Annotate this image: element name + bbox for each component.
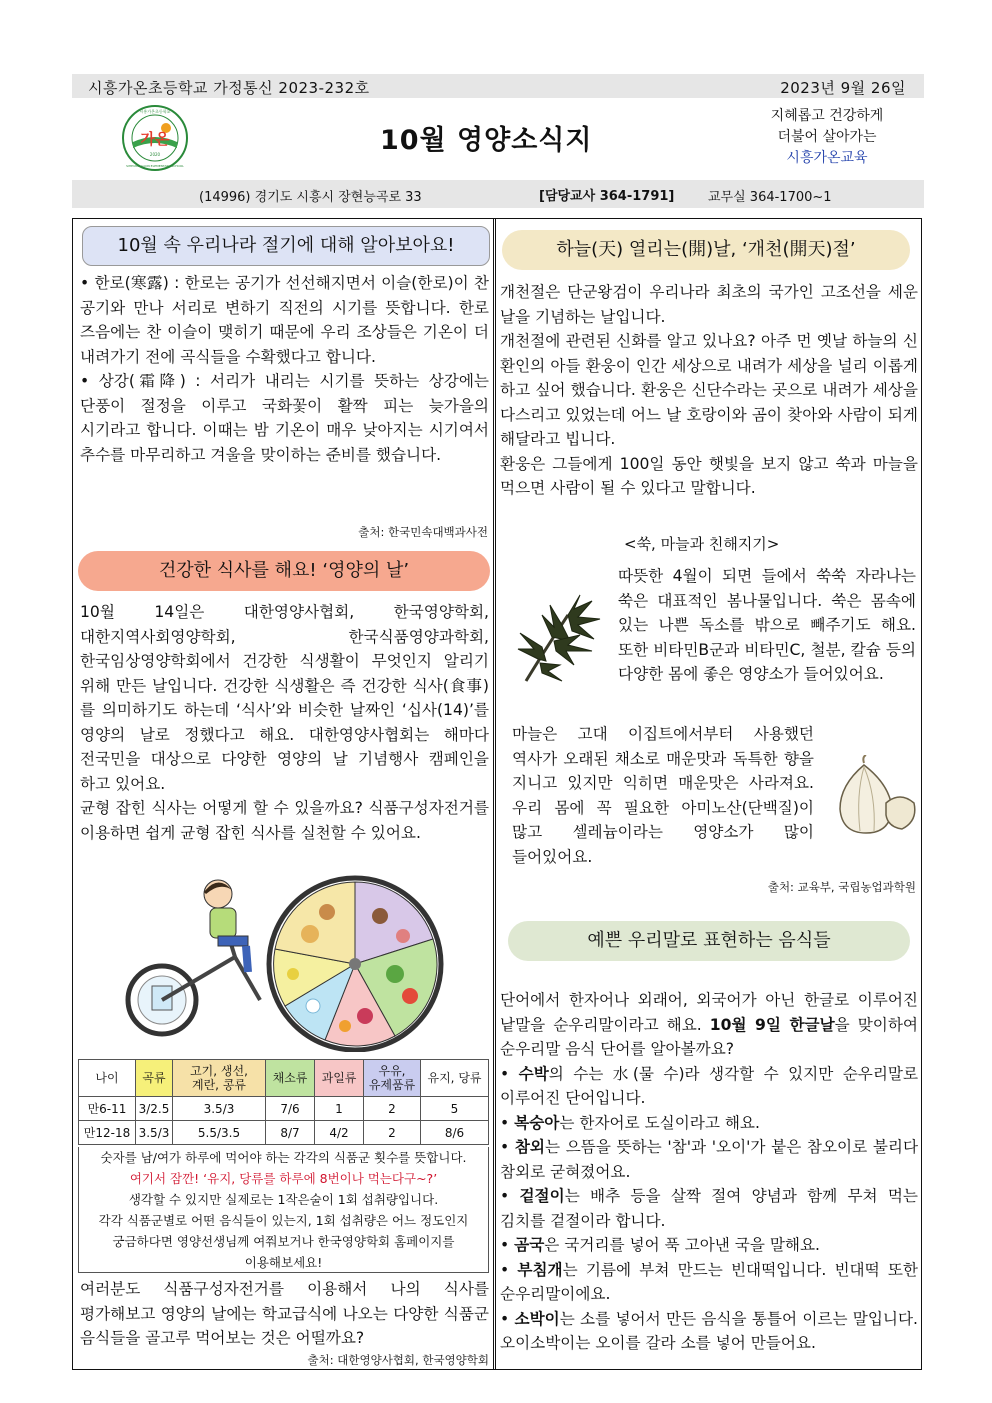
note-line: 생각할 수 있지만 실제로는 1작은술이 1회 섭취량입니다. bbox=[128, 1192, 439, 1207]
table-header-row bbox=[79, 1060, 489, 1097]
mugwort-garlic-subtitle: <쑥, 마늘과 친해지기> bbox=[624, 535, 780, 553]
solar-terms-text bbox=[80, 271, 489, 467]
list-item: • 수박의 수는 水(물 수)라 생각할 수 있지만 순우리말로 이루어진 단어입니다. bbox=[500, 1064, 919, 1107]
table-cell: 만12-18 bbox=[79, 1121, 136, 1145]
food-word-desc: 의 수는 水(물 수)라 생각할 수 있지만 순우리말로 이루어진 단어입니다. bbox=[500, 1064, 919, 1107]
mugwort-icon bbox=[508, 585, 612, 689]
school-logo bbox=[111, 104, 199, 172]
table-row bbox=[79, 1121, 489, 1145]
list-item: • 곰국은 국거리를 넣어 푹 고아낸 국을 말해요. bbox=[500, 1236, 821, 1254]
food-word-desc: 는 기름에 부쳐 만드는 빈대떡입니다. 빈대떡 또한 순우리말이에요. bbox=[500, 1260, 918, 1303]
table-cell: 1 bbox=[315, 1097, 364, 1121]
nutrition-day-paragraph-3: 여러분도 식품구성자전거를 이용해서 나의 식사를 평가해보고 영양의 날에는 학교급식에 나오는 다양한 식품군 음식들을 골고루 먹어보는 것은 어떨까요? bbox=[80, 1280, 489, 1347]
section-heading-korean-food-words: 예쁜 우리말로 표현하는 음식들 bbox=[508, 921, 910, 961]
food-word: 부침개 bbox=[517, 1260, 563, 1279]
motto-line-1: 지혜롭고 건강하게 bbox=[770, 108, 884, 124]
food-word: 참외 bbox=[514, 1138, 545, 1156]
header-fats-sugars: 유지, 당류 bbox=[421, 1060, 489, 1097]
motto-line-2: 더불어 살아가는 bbox=[777, 129, 877, 145]
source-note: 출처: 한국민속대백과사전 bbox=[358, 525, 488, 539]
table-note-box bbox=[78, 1147, 489, 1273]
food-word-desc: 는 한자어로 도실이라고 해요. bbox=[559, 1113, 760, 1132]
nutrition-day-paragraph-1: 10월 14일은 대한영양사협회, 한국영양학회, 대한지역사회영양학회, 한국식품영양과학회, 한국임상영양학회에서 건강한 식생활이 무엇인지 알리기 위해 만든 날입니다. 건강한 식생활은 즉 건강한 식사(食事)를 의미하기도 하는데 ‘식사’와 비슷한 날짜인 ‘십사(14)’를 영양의 날로 정했다고 해요. 대한영양사협회는 해마다 전국민을 대상으로 다양한 영양의 날 기념행사 캠페인을 하고 있어요. bbox=[80, 603, 489, 793]
serving-table bbox=[78, 1059, 489, 1145]
nutrition-day-paragraph-2: 균형 잡힌 식사는 어떻게 할 수 있을까요? 식품구성자전거를 이용하면 쉽게 균형 잡힌 식사를 실천할 수 있어요. bbox=[80, 799, 489, 842]
note-line-highlight: 여기서 잠깐! ‘유지, 당류를 하루에 8번이나 먹는다구~?’ bbox=[129, 1171, 438, 1186]
logo-ring-bottom: SIHEUNG GAON ELEMENTARY SCHOOL bbox=[126, 164, 184, 168]
table-cell: 7/6 bbox=[266, 1097, 315, 1121]
school-address: (14996) 경기도 시흥시 장현능곡로 33 bbox=[199, 190, 422, 205]
intro-text-a: 단어에서 한자어나 외래어, 외국어가 아닌 한글로 이루어진 낱말을 순우리말이라고 해요. bbox=[500, 991, 918, 1034]
nutrition-day-closing bbox=[80, 1277, 489, 1351]
note-line: 숫자를 남/여가 하루에 먹어야 하는 각각의 식품군 횟수를 뜻합니다. bbox=[100, 1150, 467, 1165]
food-word-desc: 는 으뜸을 뜻하는 '참'과 '오이'가 붙은 참오이로 불리다 참외로 굳혀졌어요. bbox=[500, 1138, 919, 1181]
source-note: 출처: 대한영양사협회, 한국영양학회 bbox=[307, 1353, 489, 1367]
office-contact: 교무실 364-1700~1 bbox=[708, 190, 832, 205]
hangul-day-highlight: 10월 9일 한글날 bbox=[709, 1015, 835, 1034]
header-dairy: 우유, 유제품류 bbox=[364, 1060, 421, 1097]
table-row bbox=[79, 1097, 489, 1121]
korean-words-intro bbox=[500, 988, 918, 1062]
page-title: 10월 영양소식지 bbox=[380, 125, 593, 156]
food-word-desc: 는 배추 등을 살짝 절여 양념과 함께 무쳐 먹는 김치를 겉절이라 합니다. bbox=[500, 1187, 919, 1230]
intro-text-b: 을 맞이하여 순우리말 음식 단어를 알아볼까요? bbox=[500, 1015, 918, 1058]
table-cell: 8/6 bbox=[421, 1121, 489, 1145]
garlic-text bbox=[512, 722, 814, 869]
issue-number: 시흥가온초등학교 가정통신 2023-232호 bbox=[88, 79, 370, 97]
table-cell: 4/2 bbox=[315, 1121, 364, 1145]
issue-date: 2023년 9월 26일 bbox=[780, 79, 906, 97]
gaecheonjeol-paragraph-1: 개천절은 단군왕검이 우리나라 최초의 국가인 고조선을 세운 날을 기념하는 날입니다. bbox=[500, 283, 918, 326]
header-vegetables: 채소류 bbox=[266, 1060, 315, 1097]
note-line: 이용해보세요! bbox=[244, 1255, 323, 1270]
food-word: 복숭아 bbox=[514, 1113, 560, 1132]
gaecheonjeol-paragraph-3: 환웅은 그들에게 100일 동안 햇빛을 보지 않고 쑥과 마늘을 먹으면 사람이 될 수 있다고 말합니다. bbox=[500, 454, 918, 497]
header-grains: 곡류 bbox=[136, 1060, 173, 1097]
note-line: 각각 식품군별로 어떤 음식들이 있는지, 1회 섭취량은 어느 정도인지 bbox=[98, 1213, 469, 1228]
table-cell: 3.5/3 bbox=[136, 1121, 173, 1145]
hanro-paragraph: • 한로(寒露) : 한로는 공기가 선선해지면서 이슬(한로)이 찬 공기와 만나 서리로 변하기 직전의 시기를 뜻합니다. 한로 즈음에는 찬 이슬이 맺히기 때문에 우리 조상들은 기온이 더 내려가기 전에 곡식들을 수확했다고 합니다. bbox=[80, 274, 489, 366]
header-bar bbox=[72, 74, 924, 98]
list-item: • 복숭아는 한자어로 도실이라고 해요. bbox=[500, 1113, 760, 1132]
table-cell: 8/7 bbox=[266, 1121, 315, 1145]
section-heading-gaecheonjeol: 하늘(天) 열리는(開)날, ‘개천(開天)절’ bbox=[502, 230, 910, 270]
section-heading-solar-terms: 10월 속 우리나라 절기에 대해 알아보아요! bbox=[82, 226, 490, 266]
header-protein: 고기, 생선, 계란, 콩류 bbox=[173, 1060, 266, 1097]
motto-line-3: 시흥가온교육 bbox=[786, 150, 868, 166]
table-cell: 2 bbox=[364, 1121, 421, 1145]
header-age: 나이 bbox=[79, 1060, 136, 1097]
food-word-desc: 는 소를 넣어서 만든 음식을 통틀어 이르는 말입니다. 오이소박이는 오이를 갈라 소를 넣어 만들어요. bbox=[500, 1309, 919, 1352]
school-motto bbox=[752, 106, 902, 169]
food-word: 곰국 bbox=[514, 1236, 545, 1254]
table-cell: 5 bbox=[421, 1097, 489, 1121]
header-fruits: 과일류 bbox=[315, 1060, 364, 1097]
list-item: • 참외는 으뜸을 뜻하는 '참'과 '오이'가 붙은 참오이로 불리다 참외로 굳혀졌어요. bbox=[500, 1138, 919, 1181]
logo-text: 가온 bbox=[140, 130, 170, 148]
garlic-icon bbox=[826, 755, 918, 839]
mugwort-text bbox=[618, 564, 916, 687]
address-bar bbox=[72, 180, 924, 208]
food-word: 소박이 bbox=[514, 1309, 560, 1328]
logo-year: 2020 bbox=[149, 152, 161, 157]
table-cell: 3.5/3 bbox=[173, 1097, 266, 1121]
teacher-contact: [담당교사 364-1791] bbox=[539, 189, 675, 204]
korean-food-words-text bbox=[500, 988, 918, 1356]
food-word: 겉절이 bbox=[519, 1187, 565, 1205]
garlic-paragraph: 마늘은 고대 이집트에서부터 사용했던 역사가 오래된 채소로 매운맛과 독특한 향을 지니고 있지만 익히면 매운맛은 사라져요. 우리 몸에 꼭 필요한 아미노산(단백질)이 많고 셀레늄이라는 영양소가 많이 들어있어요. bbox=[512, 725, 814, 866]
source-note: 출처: 교육부, 국립농업과학원 bbox=[767, 880, 916, 894]
table-cell: 2 bbox=[364, 1097, 421, 1121]
food-word: 수박 bbox=[518, 1064, 549, 1083]
table-cell: 3/2.5 bbox=[136, 1097, 173, 1121]
mugwort-paragraph: 따뜻한 4월이 되면 들에서 쑥쑥 자라나는 쑥은 대표적인 봄나물입니다. 쑥은 몸속에 있는 나쁜 독소를 밖으로 빼주기도 해요. 또한 비타민B군과 비타민C, 철분, 칼슘 등의 다양한 몸에 좋은 영양소가 들어있어요. bbox=[618, 567, 916, 683]
nutrition-day-text bbox=[80, 600, 489, 845]
logo-ring-top: 시흥가온초등학교 bbox=[139, 109, 171, 114]
list-item: • 부침개는 기름에 부쳐 만드는 빈대떡입니다. 빈대떡 또한 순우리말이에요. bbox=[500, 1260, 918, 1303]
sanggang-paragraph: • 상강(霜降) : 서리가 내리는 시기를 뜻하는 상강에는 단풍이 절정을 이루고 국화꽃이 활짝 피는 늦가을의 시기라고 합니다. 이때는 밤 기온이 매우 낮아지는 시기여서 추수를 마무리하고 겨울을 맞이하는 준비를 했습니다. bbox=[80, 372, 489, 464]
gaecheonjeol-paragraph-2: 개천절에 관련된 신화를 알고 있나요? 아주 먼 옛날 하늘의 신 환인의 아들 환웅이 인간 세상으로 내려가 세상을 널리 이롭게 하고 싶어 했습니다. 환웅은 신단수라는 곳으로 내려가 세상을 다스리고 있었는데 어느 날 호랑이와 곰이 찾아와 사람이 되게 해달라고 빕니다. bbox=[500, 332, 918, 448]
table-cell: 5.5/3.5 bbox=[173, 1121, 266, 1145]
food-bicycle-illustration bbox=[120, 872, 470, 1052]
food-word-desc: 은 국거리를 넣어 푹 고아낸 국을 말해요. bbox=[544, 1236, 821, 1254]
gaecheonjeol-text bbox=[500, 280, 918, 501]
list-item: • 겉절이는 배추 등을 살짝 절여 양념과 함께 무쳐 먹는 김치를 겉절이라 합니다. bbox=[500, 1187, 919, 1230]
table-cell: 만6-11 bbox=[79, 1097, 136, 1121]
column-divider bbox=[493, 218, 496, 1370]
note-line: 궁금하다면 영양선생님께 여쭤보거나 한국영양학회 홈페이지를 bbox=[112, 1234, 455, 1249]
section-heading-nutrition-day: 건강한 식사를 해요! ‘영양의 날’ bbox=[78, 551, 490, 591]
list-item: • 소박이는 소를 넣어서 만든 음식을 통틀어 이르는 말입니다. 오이소박이는 오이를 갈라 소를 넣어 만들어요. bbox=[500, 1309, 919, 1352]
